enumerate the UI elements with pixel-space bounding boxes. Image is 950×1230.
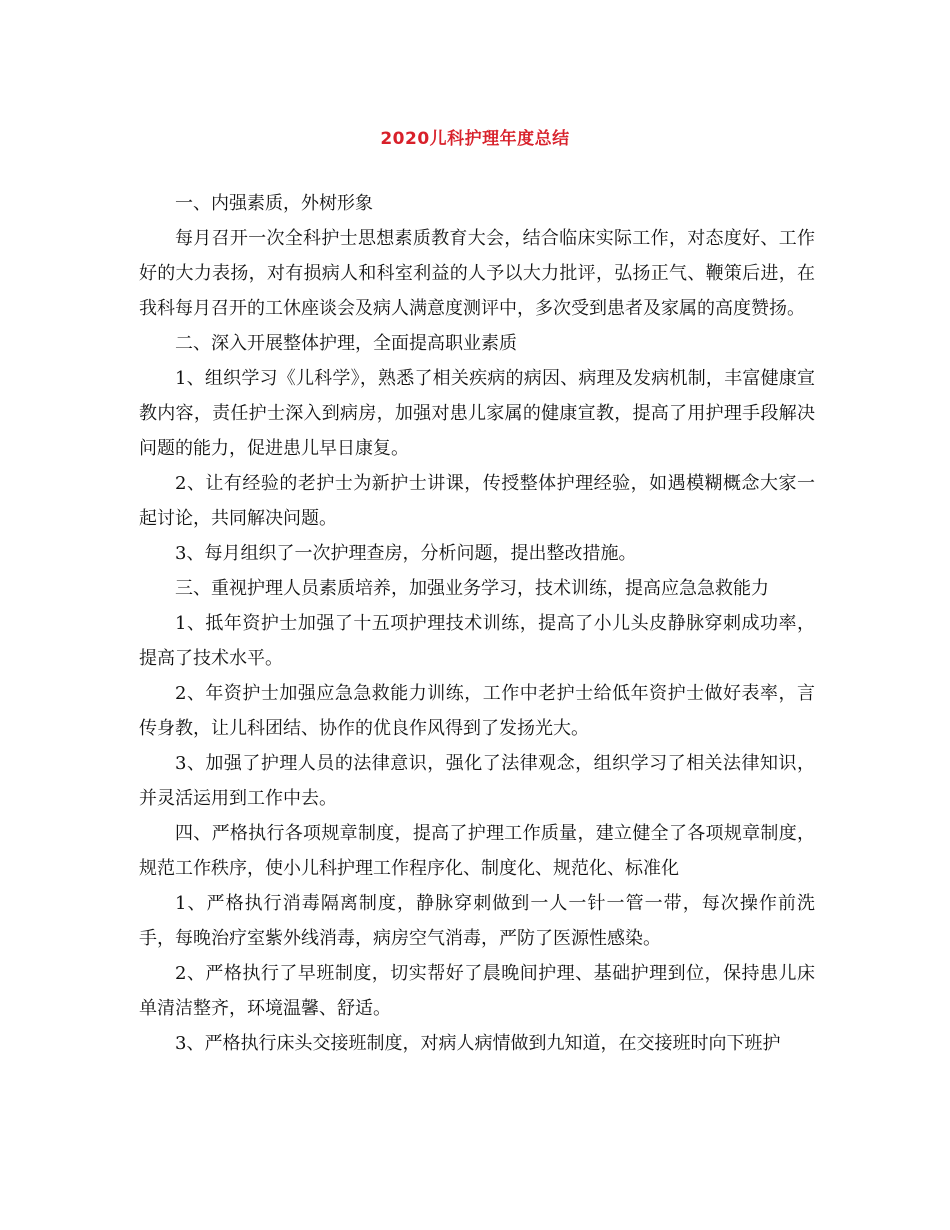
paragraph: 3、加强了护理人员的法律意识，强化了法律观念，组织学习了相关法律知识，并灵活运用到工作中去。	[139, 753, 815, 809]
document-body	[139, 186, 815, 1061]
paragraph: 每月召开一次全科护士思想素质教育大会，结合临床实际工作，对态度好、工作好的大力表扬，对有损病人和科室利益的人予以大力批评，弘扬正气、鞭策后进，在我科每月召开的工休座谈会及病人满意度测评中，多次受到患者及家属的高度赞扬。	[139, 228, 815, 319]
paragraph: 1、组织学习《儿科学》，熟悉了相关疾病的病因、病理及发病机制，丰富健康宣教内容，责任护士深入到病房，加强对患儿家属的健康宣教，提高了用护理手段解决问题的能力，促进患儿早日康复。	[139, 368, 815, 459]
section-heading-2: 二、深入开展整体护理，全面提高职业素质	[175, 333, 517, 354]
section-heading-3: 三、重视护理人员素质培养，加强业务学习，技术训练，提高应急急救能力	[175, 578, 769, 599]
paragraph: 1、抵年资护士加强了十五项护理技术训练，提高了小儿头皮静脉穿刺成功率，提高了技术水平。	[139, 613, 815, 669]
paragraph: 1、严格执行消毒隔离制度，静脉穿刺做到一人一针一管一带，每次操作前洗手，每晚治疗室紫外线消毒，病房空气消毒，严防了医源性感染。	[139, 893, 815, 949]
section-heading-4: 四、严格执行各项规章制度，提高了护理工作质量，建立健全了各项规章制度，规范工作秩序，使小儿科护理工作程序化、制度化、规范化、标准化	[139, 823, 815, 879]
paragraph: 3、每月组织了一次护理查房，分析问题，提出整改措施。	[175, 543, 637, 564]
paragraph: 3、严格执行床头交接班制度，对病人病情做到九知道，在交接班时向下班护	[175, 1033, 781, 1054]
section-heading-1: 一、内强素质，外树形象	[175, 193, 373, 214]
paragraph: 2、严格执行了早班制度，切实帮好了晨晚间护理、基础护理到位，保持患儿床单清洁整齐，环境温馨、舒适。	[139, 963, 815, 1019]
document-title: 2020儿科护理年度总结	[380, 129, 570, 149]
paragraph: 2、让有经验的老护士为新护士讲课，传授整体护理经验，如遇模糊概念大家一起讨论，共同解决问题。	[139, 473, 815, 529]
paragraph: 2、年资护士加强应急急救能力训练，工作中老护士给低年资护士做好表率，言传身教，让儿科团结、协作的优良作风得到了发扬光大。	[139, 683, 815, 739]
